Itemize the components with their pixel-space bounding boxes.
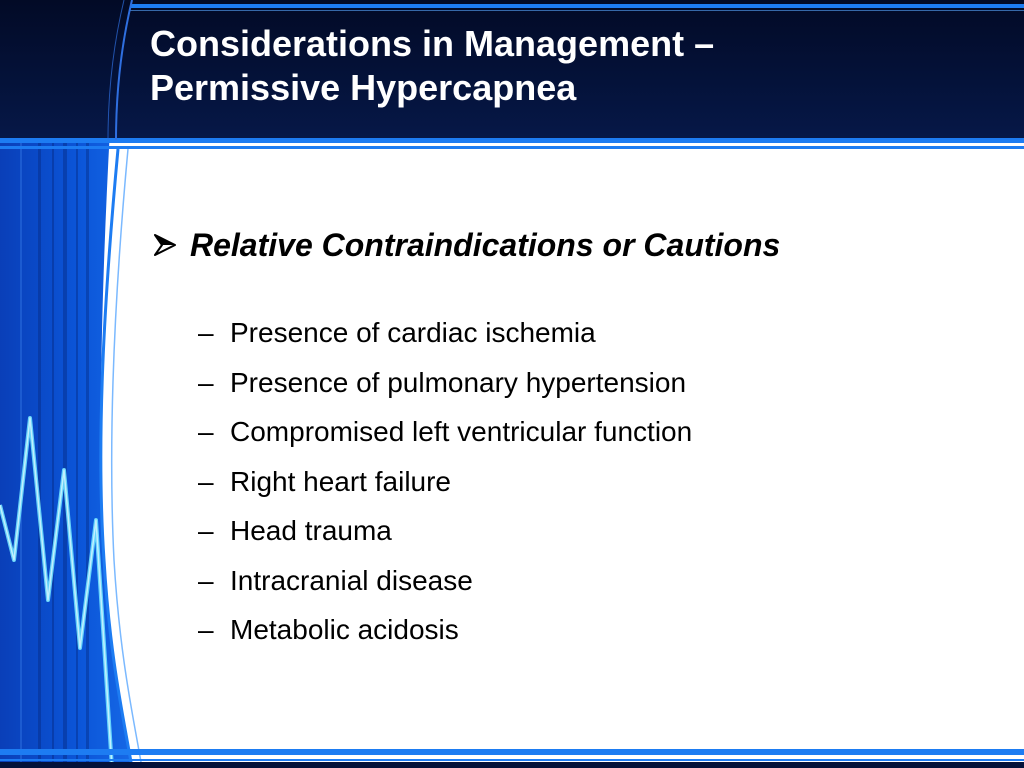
dash-bullet: – bbox=[198, 564, 214, 596]
title-line-1: Considerations in Management – bbox=[150, 23, 715, 64]
slide-content bbox=[150, 222, 1010, 655]
list-item-text: Head trauma bbox=[230, 515, 392, 546]
list-item bbox=[198, 308, 1010, 358]
list-item-text: Metabolic acidosis bbox=[230, 614, 459, 645]
slide-title bbox=[150, 22, 1010, 110]
sub-bullet-list bbox=[198, 308, 1010, 655]
list-item bbox=[198, 457, 1010, 507]
list-item-text: Presence of cardiac ischemia bbox=[230, 317, 596, 348]
dash-bullet: – bbox=[198, 366, 214, 398]
top-accent-line bbox=[130, 4, 1024, 8]
dash-bullet: – bbox=[198, 515, 214, 546]
list-item bbox=[198, 506, 1010, 556]
bottom-accent-thin bbox=[0, 759, 1024, 761]
list-item bbox=[198, 407, 1010, 457]
arrow-bullet-icon bbox=[152, 232, 178, 258]
bullet-heading bbox=[150, 222, 1010, 268]
title-underline-thick bbox=[0, 138, 1024, 143]
heading-text: Relative Contraindications or Cautions bbox=[190, 226, 781, 263]
dash-bullet: – bbox=[198, 317, 214, 348]
list-item bbox=[198, 358, 1010, 408]
dash-bullet: – bbox=[198, 465, 214, 497]
dash-bullet: – bbox=[198, 614, 214, 645]
list-item bbox=[198, 605, 1010, 655]
list-item-text: Intracranial disease bbox=[230, 564, 473, 596]
bottom-accent-thick bbox=[0, 749, 1024, 755]
dash-bullet: – bbox=[198, 416, 214, 447]
list-item-text: Presence of pulmonary hypertension bbox=[230, 366, 687, 398]
list-item-text: Compromised left ventricular function bbox=[230, 416, 693, 447]
list-item bbox=[198, 556, 1010, 606]
title-line-2: Permissive Hypercapnea bbox=[150, 67, 577, 108]
title-underline-thin bbox=[0, 146, 1024, 149]
list-item-text: Right heart failure bbox=[230, 465, 452, 497]
